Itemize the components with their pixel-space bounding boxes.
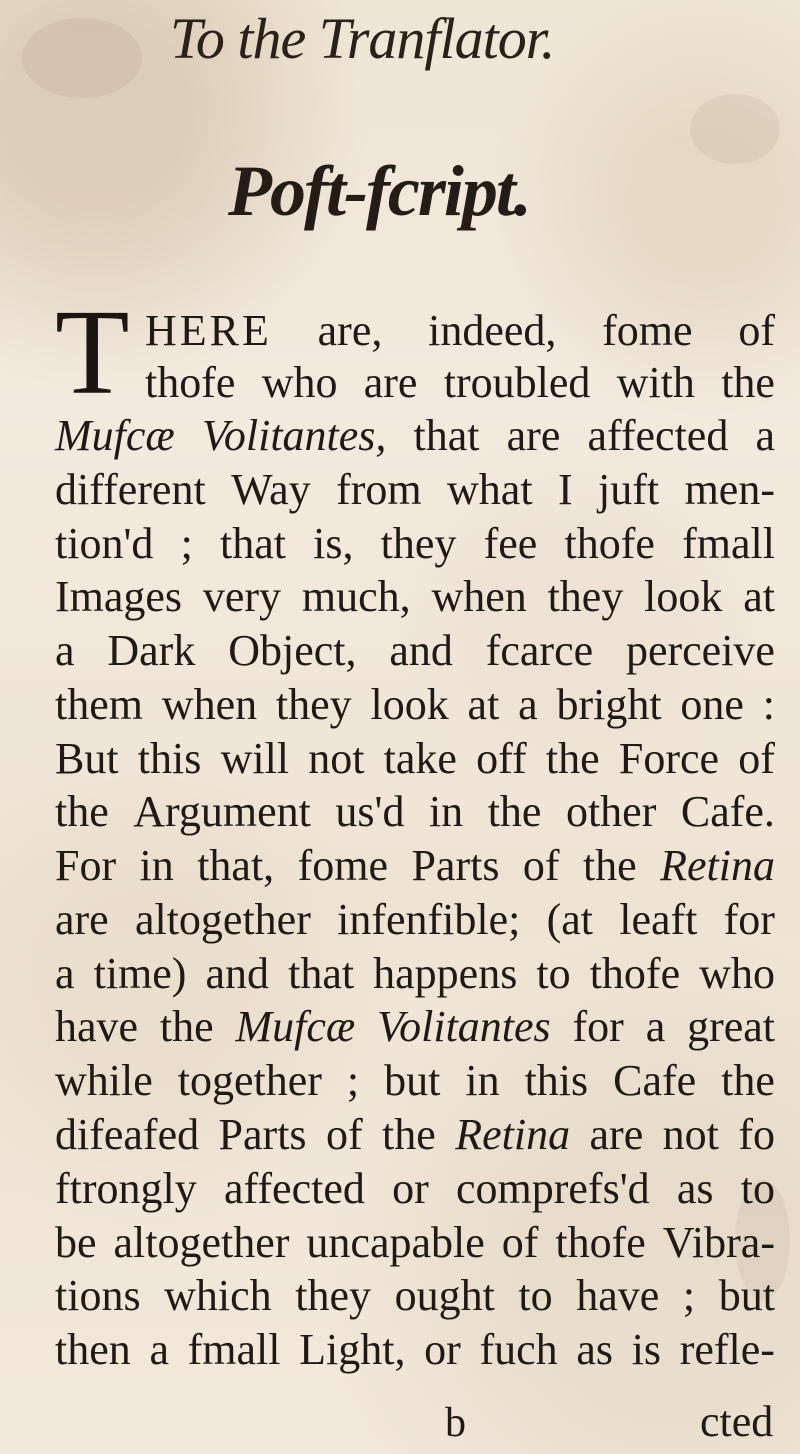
word: or	[424, 1325, 461, 1374]
word: have	[576, 1271, 660, 1320]
word: Images	[55, 572, 183, 621]
word: leaft	[619, 895, 698, 944]
word: they	[547, 572, 624, 621]
word: they	[275, 680, 352, 729]
word: not	[308, 734, 365, 783]
word: at	[743, 572, 775, 621]
word: in	[465, 1056, 500, 1105]
word: :	[762, 680, 775, 729]
word: what	[447, 465, 533, 514]
word: from	[336, 465, 422, 514]
word: thofe	[589, 949, 681, 998]
word: ;	[682, 1271, 696, 1320]
word: when	[161, 680, 258, 729]
word: this	[137, 734, 202, 783]
word: the	[55, 787, 109, 836]
word: which	[164, 1271, 272, 1320]
section-title: Poft-fcript.	[228, 151, 530, 231]
word: fee	[483, 519, 538, 568]
text-line-20	[55, 1325, 775, 1382]
word: of	[325, 1110, 363, 1159]
word: tion'd	[55, 519, 154, 568]
word: together	[177, 1056, 322, 1105]
word: fmall	[187, 1325, 281, 1374]
word: Parts	[411, 841, 500, 890]
text-line-13	[55, 949, 775, 1006]
word: that	[413, 411, 480, 460]
word: is	[631, 1325, 662, 1374]
word: the	[721, 1056, 775, 1105]
word: thofe	[564, 519, 655, 568]
word: great	[687, 1002, 775, 1051]
text-line-19	[55, 1271, 775, 1328]
word: For	[55, 841, 117, 890]
word: fcarce	[485, 626, 594, 675]
word: with	[616, 358, 695, 407]
text-line-14	[55, 1002, 775, 1059]
word: difeafed	[55, 1110, 200, 1159]
text-line-10	[55, 787, 775, 844]
word: Vibra-	[662, 1218, 775, 1267]
running-head: To the Tranflator.	[170, 6, 555, 71]
text-line-3	[55, 411, 775, 468]
word: HERE	[145, 306, 272, 355]
word: Cafe	[613, 1056, 697, 1105]
catchword: cted	[700, 1397, 774, 1446]
word: of	[522, 841, 560, 890]
word: the	[545, 734, 600, 783]
word: the	[382, 1110, 436, 1159]
signature-mark: b	[445, 1400, 466, 1446]
word: time)	[93, 949, 187, 998]
word: Cafe.	[680, 787, 775, 836]
text-line-12	[55, 895, 775, 952]
word: that,	[197, 841, 275, 890]
word: are	[506, 411, 561, 460]
word: when	[431, 572, 527, 621]
word: ;	[180, 519, 193, 568]
word: men-	[684, 465, 775, 514]
word: indeed,	[428, 306, 557, 355]
word: ought	[394, 1271, 495, 1320]
word: not	[662, 1110, 719, 1159]
word: a	[55, 949, 75, 998]
word: they	[295, 1271, 372, 1320]
text-line-4	[55, 465, 775, 522]
word: look	[370, 680, 449, 729]
word: the	[159, 1002, 214, 1051]
word: then	[55, 1325, 131, 1374]
word: thofe	[555, 1218, 646, 1267]
word: Retina	[455, 1110, 571, 1159]
word: look	[644, 572, 723, 621]
word: of	[738, 734, 775, 783]
word: different	[55, 465, 206, 514]
word: take	[383, 734, 457, 783]
word: Volitantes	[377, 1002, 551, 1051]
text-line-5	[55, 519, 775, 576]
word: Object,	[228, 626, 357, 675]
text-line-17	[55, 1164, 775, 1221]
word: other	[565, 787, 657, 836]
word: of	[501, 1218, 539, 1267]
dropcap: T	[55, 285, 130, 420]
word: affected	[224, 1164, 365, 1213]
word: Light,	[299, 1325, 406, 1374]
word: Parts	[218, 1110, 307, 1159]
word: fo	[738, 1110, 775, 1159]
word: a	[518, 680, 538, 729]
word: them	[55, 680, 143, 729]
word: Mufcæ	[55, 411, 175, 460]
word: fuch	[479, 1325, 558, 1374]
text-line-16	[55, 1110, 775, 1167]
word: will	[220, 734, 290, 783]
word: as	[576, 1325, 614, 1374]
word: are,	[317, 306, 383, 355]
word: fmall	[682, 519, 775, 568]
word: the	[487, 787, 542, 836]
word: happens	[373, 949, 518, 998]
word: for	[572, 1002, 624, 1051]
word: to	[740, 1164, 775, 1213]
word: who	[261, 358, 338, 407]
text-line-1	[145, 306, 775, 363]
text-line-2	[145, 358, 775, 415]
word: have	[55, 1002, 139, 1051]
word: to	[518, 1271, 553, 1320]
word: is,	[313, 519, 354, 568]
word: as	[676, 1164, 714, 1213]
word: uncapable	[306, 1218, 485, 1267]
word: infenfible;	[337, 895, 521, 944]
word: off	[476, 734, 527, 783]
text-line-15	[55, 1056, 775, 1113]
word: and	[389, 626, 453, 675]
word: ftrongly	[55, 1164, 197, 1213]
word: in	[428, 787, 464, 836]
word: are	[363, 358, 418, 407]
word: Volitantes,	[201, 411, 387, 460]
word: a	[149, 1325, 169, 1374]
word: to	[536, 949, 571, 998]
text-line-9	[55, 734, 775, 791]
word: Force	[618, 734, 720, 783]
word: a	[645, 1002, 666, 1051]
word: bright	[556, 680, 662, 729]
word: perceive	[625, 626, 775, 675]
word: but	[384, 1056, 441, 1105]
word: refle-	[679, 1325, 775, 1374]
word: very	[202, 572, 282, 621]
word: tions	[55, 1271, 141, 1320]
word: much,	[301, 572, 411, 621]
word: I	[557, 465, 573, 514]
word: are	[55, 895, 109, 944]
word: are	[589, 1110, 644, 1159]
word: this	[524, 1056, 589, 1105]
word: who	[699, 949, 775, 998]
word: while	[55, 1056, 153, 1105]
word: of	[738, 306, 775, 355]
word: they	[380, 519, 457, 568]
word: (at	[546, 895, 594, 944]
word: at	[467, 680, 500, 729]
word: but	[718, 1271, 775, 1320]
page-stain	[22, 18, 142, 98]
word: comprefs'd	[455, 1164, 650, 1213]
word: in	[139, 841, 174, 890]
word: Way	[231, 465, 311, 514]
text-line-7	[55, 626, 775, 683]
word: us'd	[335, 787, 405, 836]
word: fome	[602, 306, 693, 355]
text-line-8	[55, 680, 775, 737]
word: affected	[587, 411, 729, 460]
word: one	[680, 680, 744, 729]
word: troubled	[443, 358, 591, 407]
word: and	[205, 949, 270, 998]
text-line-11	[55, 841, 775, 898]
word: be	[55, 1218, 97, 1267]
word: ;	[346, 1056, 360, 1105]
word: that	[219, 519, 286, 568]
word: that	[288, 949, 355, 998]
word: a	[55, 626, 75, 675]
word: the	[721, 358, 775, 407]
word: But	[55, 734, 119, 783]
word: the	[582, 841, 637, 890]
word: Retina	[660, 841, 775, 890]
word: Mufcæ	[235, 1002, 356, 1051]
text-line-18	[55, 1218, 775, 1275]
text-line-6	[55, 572, 775, 629]
page-stain	[690, 94, 780, 164]
word: thofe	[145, 358, 236, 407]
word: altogether	[134, 895, 311, 944]
word: Argument	[133, 787, 311, 836]
word: Dark	[107, 626, 196, 675]
word: fome	[297, 841, 389, 890]
word: juft	[598, 465, 660, 514]
word: a	[755, 411, 775, 460]
word: altogether	[113, 1218, 290, 1267]
word: for	[723, 895, 775, 944]
word: or	[392, 1164, 429, 1213]
